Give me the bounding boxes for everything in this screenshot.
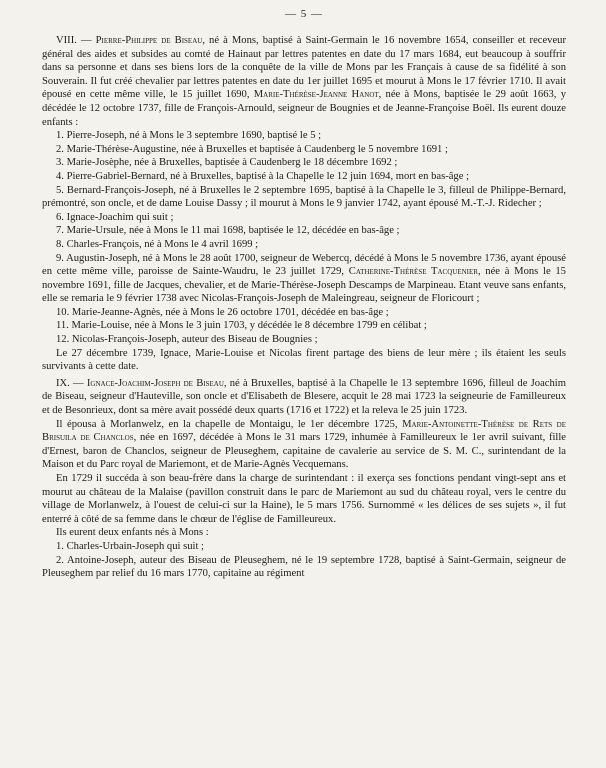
section-ix-intro: IX. — Ignace-Joachim-Joseph de Biseau, né à Bruxelles, baptisé à la Chapelle le 13 septembre 1696, filleul de Joachim de Biseau, seigneur d'Hauteville, son oncle et d'Elisabeth de Blesere, acquit le 28 mai 1723 la seigneurie de Familleureux et de Besonrieux, dont sa mère avait possédé deux quarts (1716 et 1722) et la releva le 25 juin 1723. [42, 377, 566, 417]
section-ix-office: En 1729 il succéda à son beau-frère dans la charge de surintendant : il exerça ses fonctions pendant vingt-sept ans et mourut au château de la Malaise (pavillon construit dans le parc de Mariemont au sud du château royal, vers le centre du village de Morlanwelz, à l'ouest de celui-ci sur la Haine), le 5 mars 1756. Surnommé « les délices de ses sujets », il fut enterré à côté de sa femme dans le chœur de l'église de Familleureux. [42, 473, 566, 525]
child-entry: 12. Nicolas-François-Joseph, auteur des Biseau de Bougnies ; [56, 334, 318, 346]
child-entry: 8. Charles-François, né à Mons le 4 avril 1699 ; [56, 238, 259, 250]
child-entry: 1. Charles-Urbain-Joseph qui suit ; [56, 540, 204, 552]
child-entry: 2. Marie-Thérèse-Augustine, née à Bruxelles et baptisée à Caudenberg le 5 novembre 1691 ; [56, 143, 448, 155]
section-ix-name: Ignace-Joachim-Joseph de Biseau [86, 377, 224, 389]
child-entry: 10. Marie-Jeanne-Agnès, née à Mons le 26 octobre 1701, décédée en bas-âge ; [56, 306, 389, 318]
child-entry: 1. Pierre-Joseph, né à Mons le 3 septembre 1690, baptisé le 5 ; [56, 130, 322, 142]
page-number: — 5 — [285, 8, 323, 20]
section-ix-marriage: Il épousa à Morlanwelz, en la chapelle de Montaigu, le 1er décembre 1725, Marie-Antoinette-Thérèse de Rets de Brisuila de Chanclos, née en 1697, décédée à Mons le 31 mars 1729, inhumée à Familleureux le 1er avril suivant, fille d'Ernest, baron de Chanclos, seigneur de Pleuseghem, capitaine de cavalerie au service de S. M. C., surintendant de la Maison et du Parc royal de Mariemont, et de Marie-Agnès Vecquemans. [42, 418, 566, 471]
section-ix-children-intro: Ils eurent deux enfants nés à Mons : [56, 527, 209, 539]
child9-spouse: Catherine-Thérèse Tacquenier [348, 266, 478, 278]
section-viii-numeral: VIII. — [56, 35, 92, 46]
section-ix-numeral: IX. — [56, 377, 84, 389]
section-viii-spouse: Marie-Thérèse-Jeanne Hanot [253, 89, 379, 101]
child-entry: 4. Pierre-Gabriel-Bernard, né à Bruxelles, baptisé à la Chapelle le 12 juin 1694, mort en bas-âge ; [56, 170, 470, 182]
child-entry: 6. Ignace-Joachim qui suit ; [56, 211, 174, 223]
section-viii-name: Pierre-Philippe de Biseau [95, 35, 203, 46]
child-entry: 7. Marie-Ursule, née à Mons le 11 mai 1698, baptisée le 12, décédée en bas-âge ; [56, 225, 400, 237]
child-entry: 11. Marie-Louise, née à Mons le 3 juin 1703, y décédée le 8 décembre 1799 en célibat ; [56, 320, 427, 332]
child-entry: 3. Marie-Josèphe, née à Bruxelles, baptisée à Caudenberg le 18 décembre 1692 ; [56, 157, 398, 169]
child-entry-9: 9. Augustin-Joseph, né à Mons le 28 août 1700, seigneur de Webercq, décédé à Mons le 5 novembre 1736, ayant épousé en cette même ville, paroisse de Sainte-Waudru, le 23 juillet 1729, Catherine-Thérèse Tacquenier, née à Mons le 15 novembre 1691, fille de Jacques, chevalier, et de Marie-Thérèse-Joseph Descamps de Marpineau. Etant veuve sans enfants, elle se remaria le 9 février 1738 avec Nicolas-François-Joseph de Maleingreau, seigneur de Floricourt ; [42, 252, 566, 305]
section-viii-closing: Le 27 décembre 1739, Ignace, Marie-Louise et Nicolas firent partage des biens de leur mère ; ils étaient les seuls survivants à cette date. [42, 347, 566, 373]
section-viii-intro: VIII. — Pierre-Philippe de Biseau, né à Mons, baptisé à Saint-Germain le 16 novembre 1654, conseiller et receveur général des aides et subsides au comté de Hainaut par lettres patentes en date du 17 mars 1684, eut beaucoup à souffrir dans sa personne et dans ses biens lors de la conquête de la ville de Mons par les Français à cause de sa fidélité à son Souverain. Il fut créé chevalier par lettres patentes en date du 1er juillet 1695 et mourut à Mons le 17 février 1710. Il avait épousé en cette même ville, le 15 juillet 1690, Marie-Thérèse-Jeanne Hanot, née à Mons, baptisée le 29 août 1663, y décédée le 12 octobre 1737, fille de François-Arnould, seigneur de Bougnies et de Jeanne-Françoise Boël. Ils eurent douze enfants : [42, 35, 567, 128]
child-entry: 2. Antoine-Joseph, auteur des Biseau de Pleuseghem, né le 19 septembre 1728, baptisé à Saint-Germain, seigneur de Pleuseghem par relief du 16 mars 1770, capitaine au régiment [42, 554, 566, 580]
section-ix-spouse: Marie-Antoinette-Thérèse de Rets de Brisuila de Chanclos [42, 418, 566, 444]
child-entry: 5. Bernard-François-Joseph, né à Bruxelles le 2 septembre 1695, baptisé à la Chapelle le 3, filleul de Philippe-Bernard, prémontré, son oncle, et de dame Louise Dassy ; il mourut à Mons le 9 janvier 1742, ayant épousé M.-T.-J. Ridecher ; [42, 184, 566, 210]
